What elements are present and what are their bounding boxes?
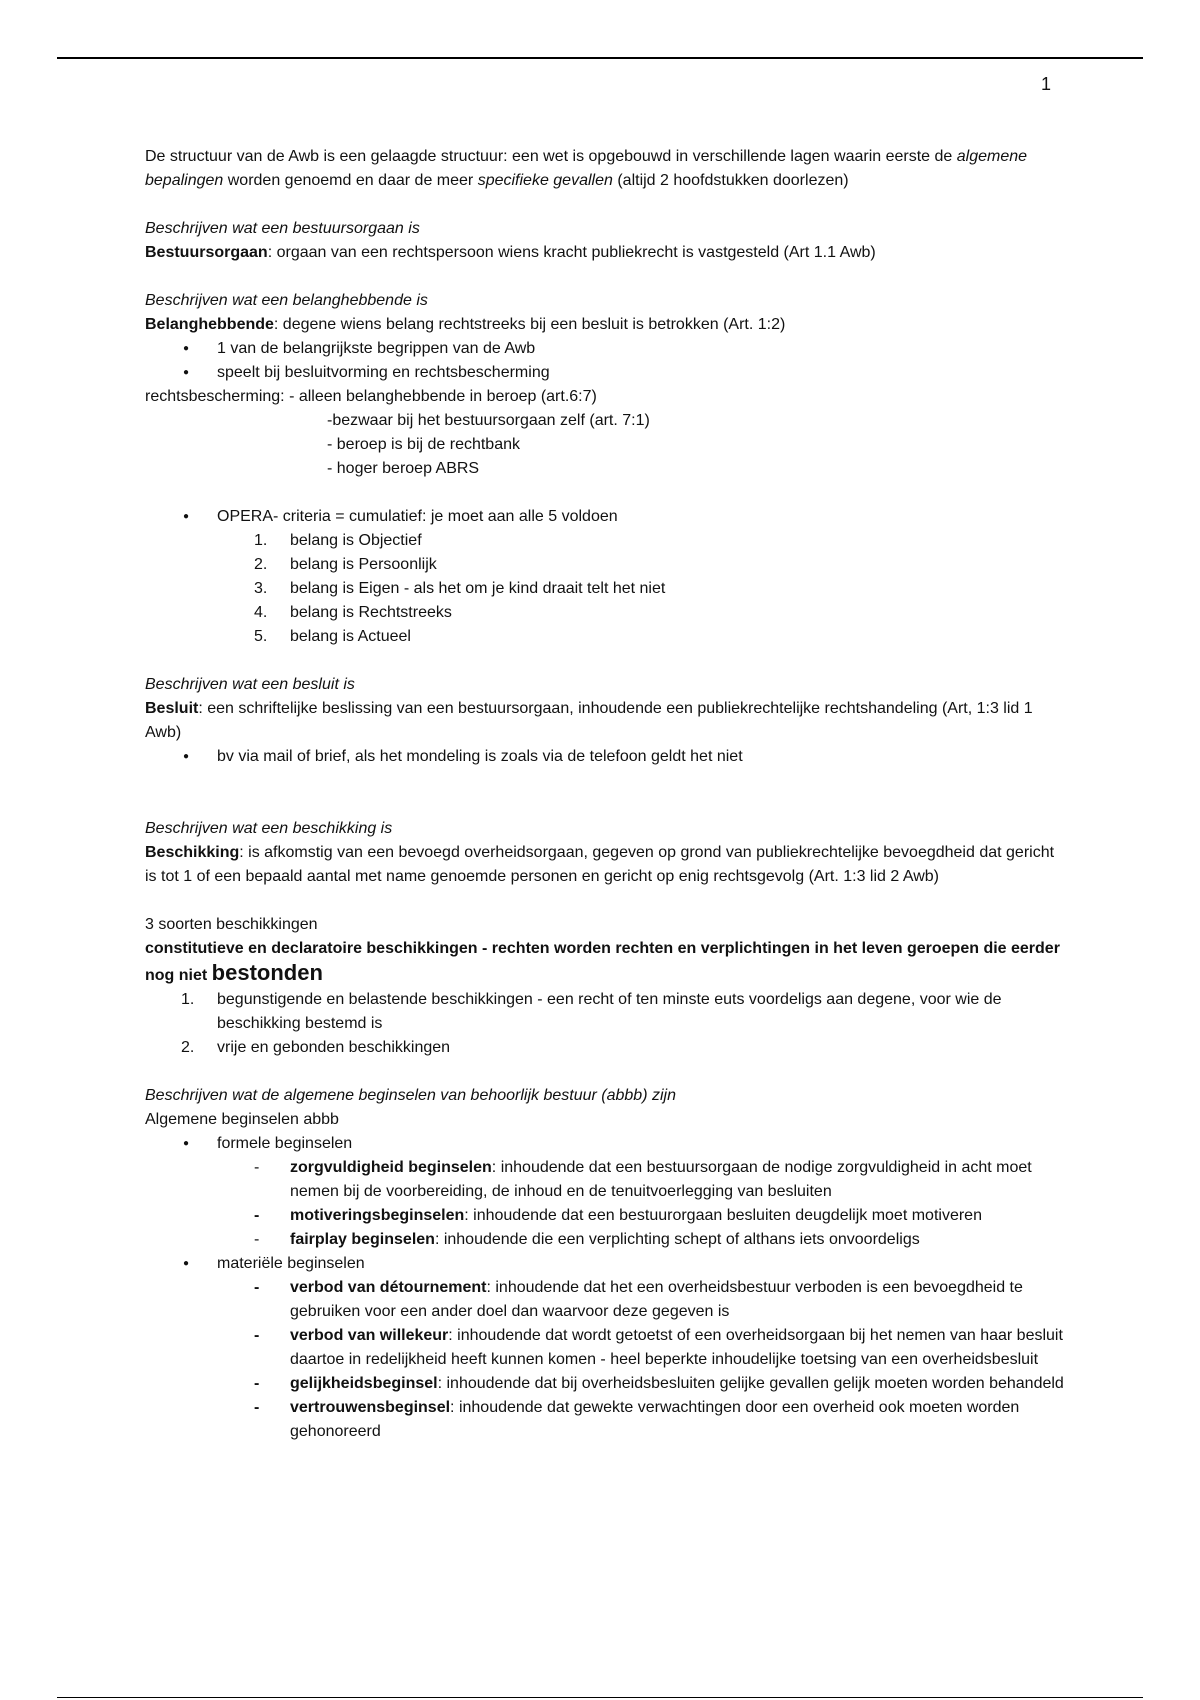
definition-besluit: Besluit: een schriftelijke beslissing van een bestuursorgaan, inhoudende een publiekrechtelijke rechtshandeling (Art, 1:3 lid 1 Awb) — [145, 700, 1033, 741]
list-item: ● 1 van de belangrijkste begrippen van de Awb — [217, 337, 1065, 361]
abbb-formeel — [145, 1132, 1065, 1156]
definition-beschikking: Beschikking: is afkomstig van een bevoegd overheidsorgaan, gegeven op grond van publiekrechtelijke bevoegdheid dat gericht is tot 1 of een bepaald aantal met name genoemde personen en gericht op enig rechtsgevolg (Art. 1:3 lid 2 Awb) — [145, 844, 1055, 885]
footer-rule — [57, 1697, 1143, 1698]
belanghebbende-bullets — [145, 337, 1065, 385]
list-item: 2. vrije en gebonden beschikkingen — [181, 1039, 451, 1056]
section-heading-abbb: Beschrijven wat de algemene beginselen van behoorlijk bestuur (abbb) zijn — [145, 1087, 676, 1104]
formeel-beginselen-list — [145, 1156, 1065, 1252]
opera-criteria-list — [145, 529, 1065, 649]
list-item: 4. belang is Rechtstreeks — [254, 604, 452, 621]
definition-belanghebbende: Belanghebbende: degene wiens belang rechtstreeks bij een besluit is betrokken (Art. 1:2) — [145, 316, 786, 333]
list-item: ● bv via mail of brief, als het mondeling is zoals via de telefoon geldt het niet — [217, 745, 1065, 769]
soorten-label: 3 soorten beschikkingen — [145, 916, 318, 933]
list-item: - vertrouwensbeginsel: inhoudende dat gewekte verwachtingen door een overheid ook moeten worden gehonoreerd — [254, 1399, 1020, 1440]
header-rule — [57, 57, 1143, 59]
list-item: ● materiële beginselen — [217, 1252, 1065, 1276]
materieel-beginselen-list — [145, 1276, 1065, 1444]
list-item: 1. begunstigende en belastende beschikkingen - een recht of ten minste euts voordeligs aan degene, voor wie de beschikking bestemd is — [181, 991, 1002, 1032]
abbb-label: Algemene beginselen abbb — [145, 1111, 339, 1128]
list-item: - verbod van détournement: inhoudende dat het een overheidsbestuur verboden is een bevoegdheid te gebruiken voor een ander doel dan waarvoor deze gegeven is — [254, 1279, 1023, 1320]
section-heading-beschikking: Beschrijven wat een beschikking is — [145, 820, 393, 837]
definition-bestuursorgaan: Bestuursorgaan: orgaan van een rechtspersoon wiens kracht publiekrecht is vastgesteld (Art 1.1 Awb) — [145, 244, 876, 261]
list-item: - gelijkheidsbeginsel: inhoudende dat bij overheidsbesluiten gelijke gevallen gelijk moeten worden behandeld — [254, 1375, 1064, 1392]
soorten-list — [145, 988, 1065, 1060]
opera-bullets — [145, 505, 1065, 529]
list-item: 3. belang is Eigen - als het om je kind draait telt het niet — [254, 580, 666, 597]
abbb-materieel — [145, 1252, 1065, 1276]
list-item: - verbod van willekeur: inhoudende dat wordt getoetst of een overheidsorgaan bij het nemen van haar besluit daartoe in redelijkheid heeft kunnen komen - heel beperkte inhoudelijke toetsing van een overheidsbesluit — [254, 1327, 1063, 1368]
list-item: ● formele beginselen — [217, 1132, 1065, 1156]
list-item: - hoger beroep ABRS — [327, 460, 480, 477]
list-item: 5. belang is Actueel — [254, 628, 411, 645]
list-item: ● OPERA- criteria = cumulatief: je moet aan alle 5 voldoen — [217, 505, 1065, 529]
document-body — [145, 145, 1065, 1444]
rechtsbescherming-label: rechtsbescherming: - alleen belanghebbende in beroep (art.6:7) — [145, 388, 597, 405]
list-item: - motiveringsbeginselen: inhoudende dat een bestuurorgaan besluiten deugdelijk moet motiveren — [254, 1207, 982, 1224]
list-item: -bezwaar bij het bestuursorgaan zelf (art. 7:1) — [327, 412, 650, 429]
besluit-bullets — [145, 745, 1065, 769]
list-item: - fairplay beginselen: inhoudende die een verplichting schept of althans iets onvoordeligs — [254, 1231, 920, 1248]
section-heading-besluit: Beschrijven wat een besluit is — [145, 676, 355, 693]
section-heading-bestuursorgaan: Beschrijven wat een bestuursorgaan is — [145, 220, 420, 237]
rechtsbescherming-block — [145, 385, 1065, 481]
intro-paragraph: De structuur van de Awb is een gelaagde structuur: een wet is opgebouwd in verschillende lagen waarin eerste de algemene bepalingen worden genoemd en daar de meer specifieke gevallen (altijd 2 hoofdstukken doorlezen) — [145, 148, 1028, 189]
soorten-bold-line: constitutieve en declaratoire beschikkingen - rechten worden rechten en verplichtingen in het leven geroepen die eerder nog niet bestonden — [145, 940, 1060, 985]
list-item: - beroep is bij de rechtbank — [327, 436, 520, 453]
list-item: 1. belang is Objectief — [254, 532, 422, 549]
list-item: ● speelt bij besluitvorming en rechtsbescherming — [217, 361, 1065, 385]
section-heading-belanghebbende: Beschrijven wat een belanghebbende is — [145, 292, 428, 309]
list-item: - zorgvuldigheid beginselen: inhoudende dat een bestuursorgaan de nodige zorgvuldigheid in acht moet nemen bij de voorbereiding, de inhoud en de tenuitvoerlegging van besluiten — [254, 1159, 1032, 1200]
page-number: 1 — [1041, 74, 1052, 94]
list-item: 2. belang is Persoonlijk — [254, 556, 437, 573]
